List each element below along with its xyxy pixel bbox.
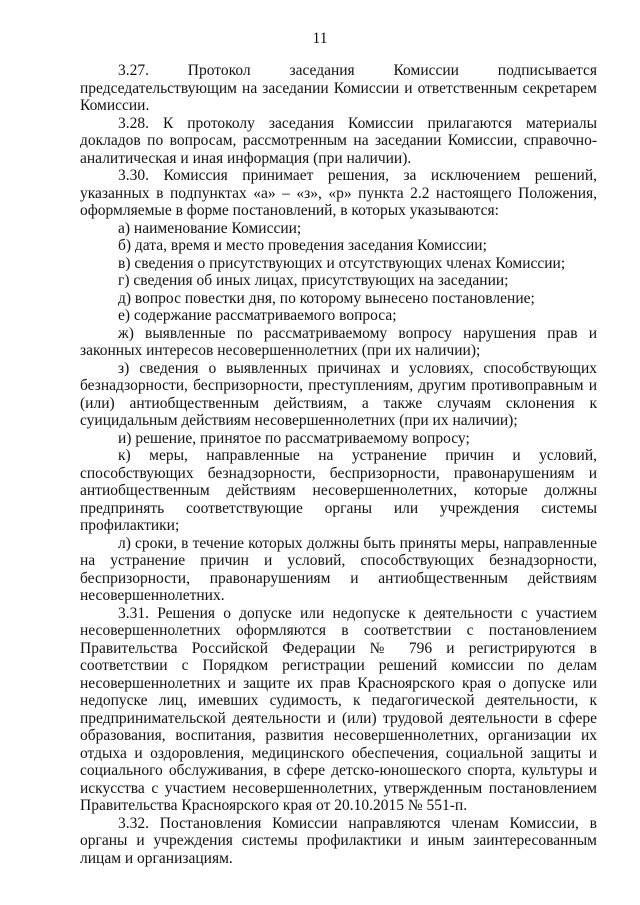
list-item-zh: ж) выявленные по рассматриваемому вопросу нарушения прав и законных интересов несовершеннолетних (при их наличии); xyxy=(80,324,597,359)
list-item-v: в) сведения о присутствующих и отсутствующих членах Комиссии; xyxy=(118,254,566,272)
list-item-a: а) наименование Комиссии; xyxy=(118,219,302,237)
page-number: 11 xyxy=(312,30,328,47)
paragraph-3-28: 3.28. К протоколу заседания Комиссии прилагаются материалы докладов по вопросам, рассмотренным на заседании Комиссии, справочно-аналитическая и иная информация (при наличии). xyxy=(80,114,597,167)
paragraph-3-27: 3.27. Протокол заседания Комиссии подписывается председательствующим на заседании Комиссии и ответственным секретарем Комиссии. xyxy=(80,62,597,114)
paragraph-3-31: 3.31. Решения о допуске или недопуске к деятельности с участием несовершеннолетних оформляются в соответствии с постановлением Правительства Российской Федерации № 796 и регистрируются в соответствии с Порядком регистрации решений комиссии по делам несовершеннолетних и защите их прав Красноярского края о допуске или недопуске лиц, имевших судимость, к педагогической деятельности, к предпринимательской деятельности и (или) трудовой деятельности в сфере образования, воспитания, развития несовершеннолетних, организации их отдыха и оздоровления, медицинского обеспечения, социальной защиты и социального обслуживания, в сфере детско-юношеского спорта, культуры и искусства с участием несовершеннолетних, утвержденным постановлением Правительства Красноярского края от 20.10.2015 № 551-п. xyxy=(80,604,597,814)
list-item-i: и) решение, принятое по рассматриваемому вопросу; xyxy=(118,429,470,447)
document-body xyxy=(80,62,597,867)
list-item-e: е) содержание рассматриваемого вопроса; xyxy=(118,307,397,324)
list-item-z: з) сведения о выявленных причинах и условиях, способствующих безнадзорности, беспризорности, преступлениям, другим противоправным и (или) антиобщественным действиям, а также случаям склонения к суицидальным действиям несовершеннолетних (при их наличии); xyxy=(80,359,597,429)
paragraph-3-32: 3.32. Постановления Комиссии направляются членам Комиссии, в органы и учреждения системы профилактики и иным заинтересованным лицам и организациям. xyxy=(80,814,597,867)
list-item-k: к) меры, направленные на устранение причин и условий, способствующих безнадзорности, беспризорности, правонарушениям и антиобщественным действиям несовершеннолетних, которые должны предпринять соответствующие органы или учреждения системы профилактики; xyxy=(80,447,597,534)
paragraph-3-30: 3.30. Комиссия принимает решения, за исключением решений, указанных в подпунктах «а» – «з», «р» пункта 2.2 настоящего Положения, оформляемые в форме постановлений, в которых указываются: xyxy=(80,167,597,219)
list-item-g: г) сведения об иных лицах, присутствующих на заседании; xyxy=(118,272,509,289)
list-item-b: б) дата, время и место проведения заседания Комиссии; xyxy=(118,237,487,254)
list-item-d: д) вопрос повестки дня, по которому вынесено постановление; xyxy=(118,289,535,307)
list-item-l: л) сроки, в течение которых должны быть приняты меры, направленные на устранение причин и условий, способствующих безнадзорности, беспризорности, правонарушениям и антиобщественным действиям несовершеннолетних. xyxy=(80,534,597,604)
